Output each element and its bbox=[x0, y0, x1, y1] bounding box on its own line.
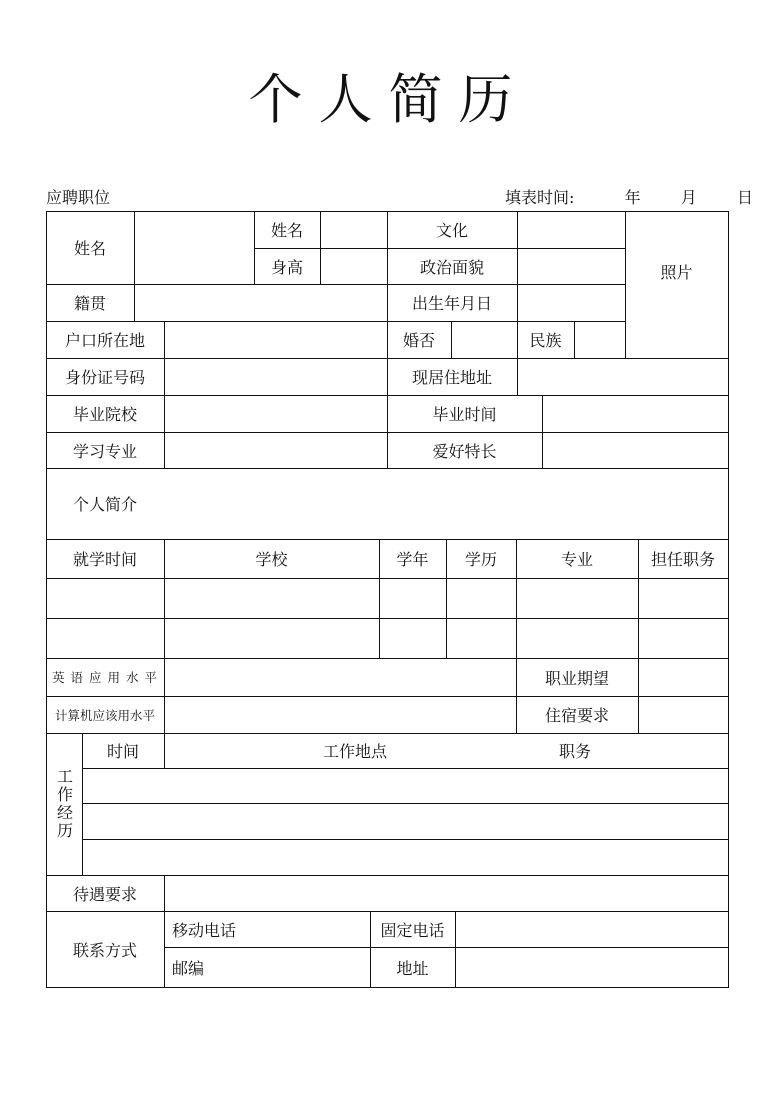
grid-line bbox=[164, 733, 165, 768]
grid-line bbox=[82, 839, 729, 840]
current-address-label: 现居住地址 bbox=[411, 368, 492, 387]
grid-line bbox=[134, 211, 135, 321]
grid-line bbox=[517, 211, 518, 321]
intro-label: 个人简介 bbox=[72, 495, 137, 514]
id-number-label: 身份证号码 bbox=[64, 368, 145, 387]
grid-line bbox=[455, 911, 456, 987]
school-label: 毕业院校 bbox=[72, 405, 137, 424]
salary-label: 待遇要求 bbox=[72, 884, 137, 904]
grid-line bbox=[574, 321, 575, 358]
marital-status-label: 婚否 bbox=[402, 331, 435, 350]
ethnicity-label: 民族 bbox=[529, 331, 562, 350]
major-label: 学习专业 bbox=[72, 441, 137, 461]
school-header: 学校 bbox=[255, 550, 288, 569]
graduation-time-label: 毕业时间 bbox=[432, 405, 497, 424]
career-expectation-label: 职业期望 bbox=[544, 668, 609, 688]
degree-header: 学历 bbox=[464, 550, 497, 569]
name-label-2: 姓名 bbox=[270, 221, 303, 240]
contact-label: 联系方式 bbox=[72, 940, 137, 960]
page-title: 个人简历 bbox=[248, 68, 529, 131]
grid-line bbox=[164, 658, 165, 733]
grid-line bbox=[46, 578, 729, 579]
study-time-header: 就学时间 bbox=[72, 550, 137, 569]
year-label: 年 bbox=[624, 188, 641, 207]
grid-line bbox=[46, 618, 729, 619]
native-place-label: 籍贯 bbox=[73, 294, 106, 313]
month-label: 月 bbox=[680, 188, 697, 207]
day-label: 日 bbox=[737, 188, 754, 207]
grid-line bbox=[451, 321, 452, 358]
grid-line bbox=[46, 987, 729, 988]
grid-line bbox=[728, 211, 729, 987]
mobile-label: 移动电话 bbox=[172, 920, 237, 940]
landline-label: 固定电话 bbox=[380, 920, 445, 940]
work-position-header: 职务 bbox=[558, 742, 591, 761]
grid-line bbox=[638, 658, 639, 733]
position-label: 应聘职位 bbox=[46, 188, 111, 207]
role-header: 担任职务 bbox=[650, 550, 715, 569]
hukou-label: 户口所在地 bbox=[64, 331, 145, 350]
name-label: 姓名 bbox=[73, 239, 106, 258]
political-status-label: 政治面貌 bbox=[419, 257, 484, 277]
work-time-header: 时间 bbox=[106, 742, 139, 761]
accommodation-label: 住宿要求 bbox=[544, 706, 609, 725]
computer-level-label: 计算机应该用水平 bbox=[54, 707, 155, 723]
major-header: 专业 bbox=[560, 550, 593, 569]
english-level-label: 英 语 应 用 水 平 bbox=[52, 670, 158, 685]
grid-line bbox=[82, 768, 729, 769]
grid-line bbox=[542, 395, 543, 468]
grid-line bbox=[517, 358, 518, 395]
grid-line bbox=[164, 321, 165, 468]
fill-time-label: 填表时间: bbox=[505, 188, 575, 207]
postcode-label: 邮编 bbox=[172, 958, 205, 978]
address-label: 地址 bbox=[396, 958, 429, 978]
work-place-header: 工作地点 bbox=[322, 742, 387, 761]
grid-line bbox=[320, 211, 321, 284]
work-experience-label: 工作经历 bbox=[54, 768, 74, 840]
hobbies-label: 爱好特长 bbox=[432, 441, 497, 461]
height-label: 身高 bbox=[270, 257, 303, 277]
grid-line bbox=[82, 803, 729, 804]
academic-year-header: 学年 bbox=[396, 550, 429, 569]
education-label: 文化 bbox=[435, 221, 468, 240]
birth-date-label: 出生年月日 bbox=[411, 294, 492, 313]
photo-label: 照片 bbox=[660, 262, 693, 282]
